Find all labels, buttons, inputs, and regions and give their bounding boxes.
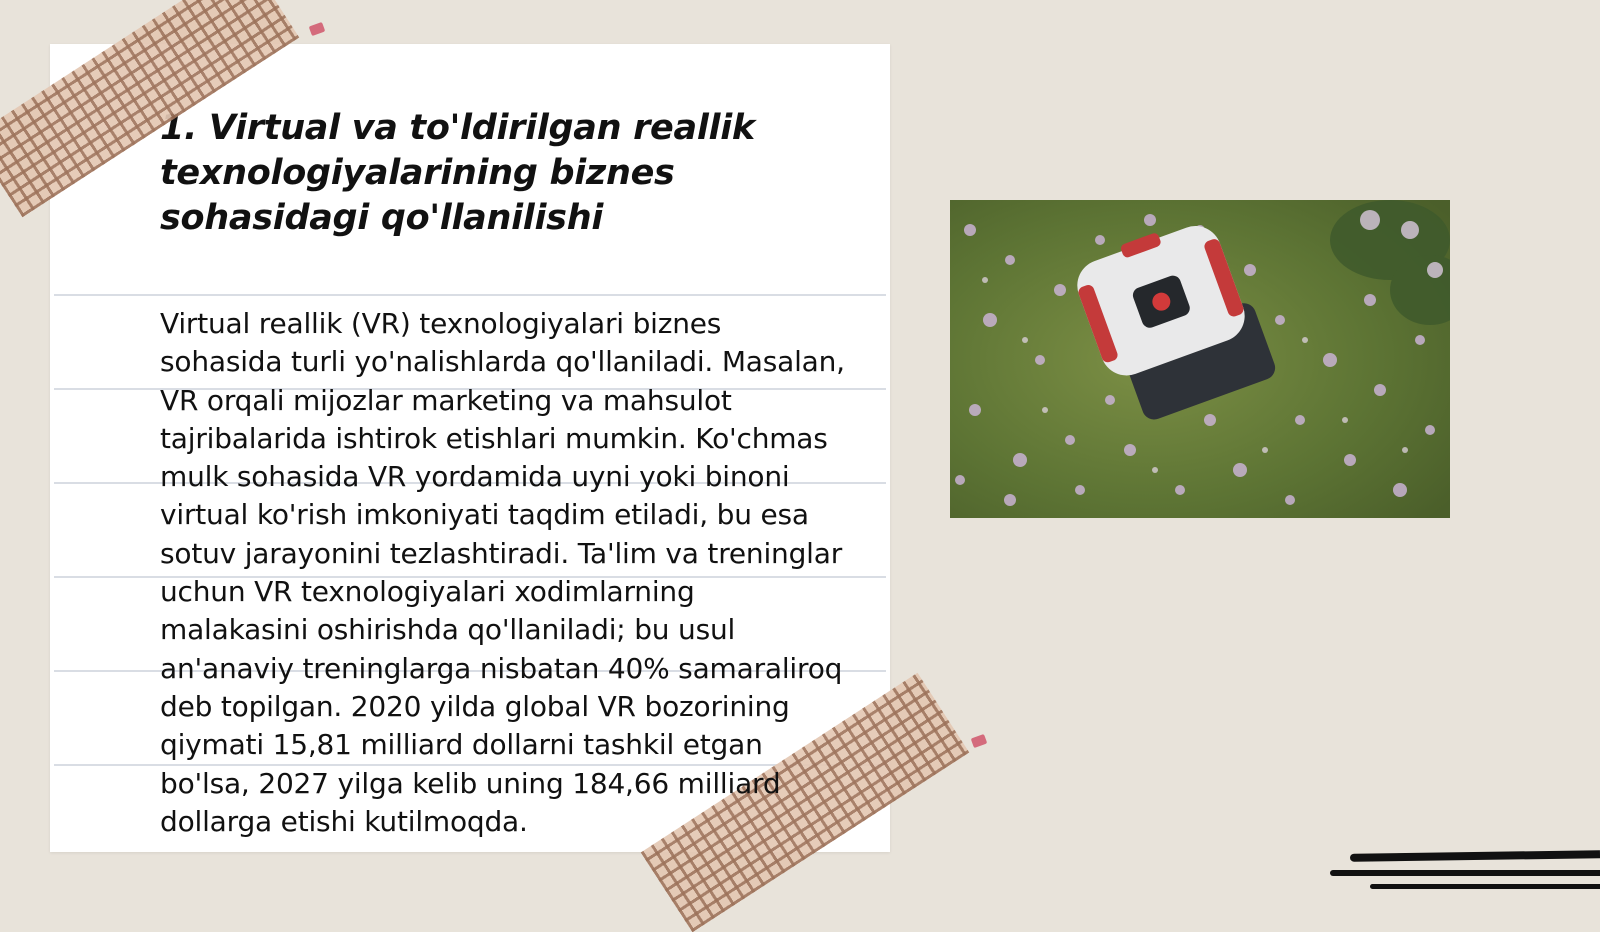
robot-mower-photo — [950, 200, 1450, 518]
brush-stroke-line — [1330, 870, 1600, 876]
slide-title: 1. Virtual va to'ldirilgan reallik texnologiyalarining biznes sohasidagi qo'llanilishi — [160, 108, 755, 238]
tape-tab-top — [309, 22, 326, 36]
slide-body-text: Virtual reallik (VR) texnologiyalari biznes sohasida turli yo'nalishlarda qo'llaniladi. Masalan, VR orqali mijozlar marketing va mahsulot tajribalarida ishtirok etishlari mumkin. Ko'chmas mulk sohasida VR yordamida uyni yoki binoni virtual ko'rish imkoniyati taqdim etiladi, bu esa sotuv jarayonini tezlashtiradi. Ta'lim va treninglar uchun VR texnologiyalari xodimlarning malakasini oshirishda qo'llaniladi; bu usul an'anaviy treninglarga nisbatan 40% samaraliroq deb topilgan. 2020 yilda global VR bozorining qiymati 15,81 milliard dollarni tashkil etgan bo'lsa, 2027 yilga kelib uning 184,66 milliard dollarga etishi kutilmoqda. — [160, 307, 845, 838]
brush-stroke-line — [1350, 850, 1600, 861]
tape-tab-bottom — [971, 734, 988, 748]
paper-rule-line — [54, 294, 886, 296]
brush-stroke-line — [1370, 884, 1600, 889]
